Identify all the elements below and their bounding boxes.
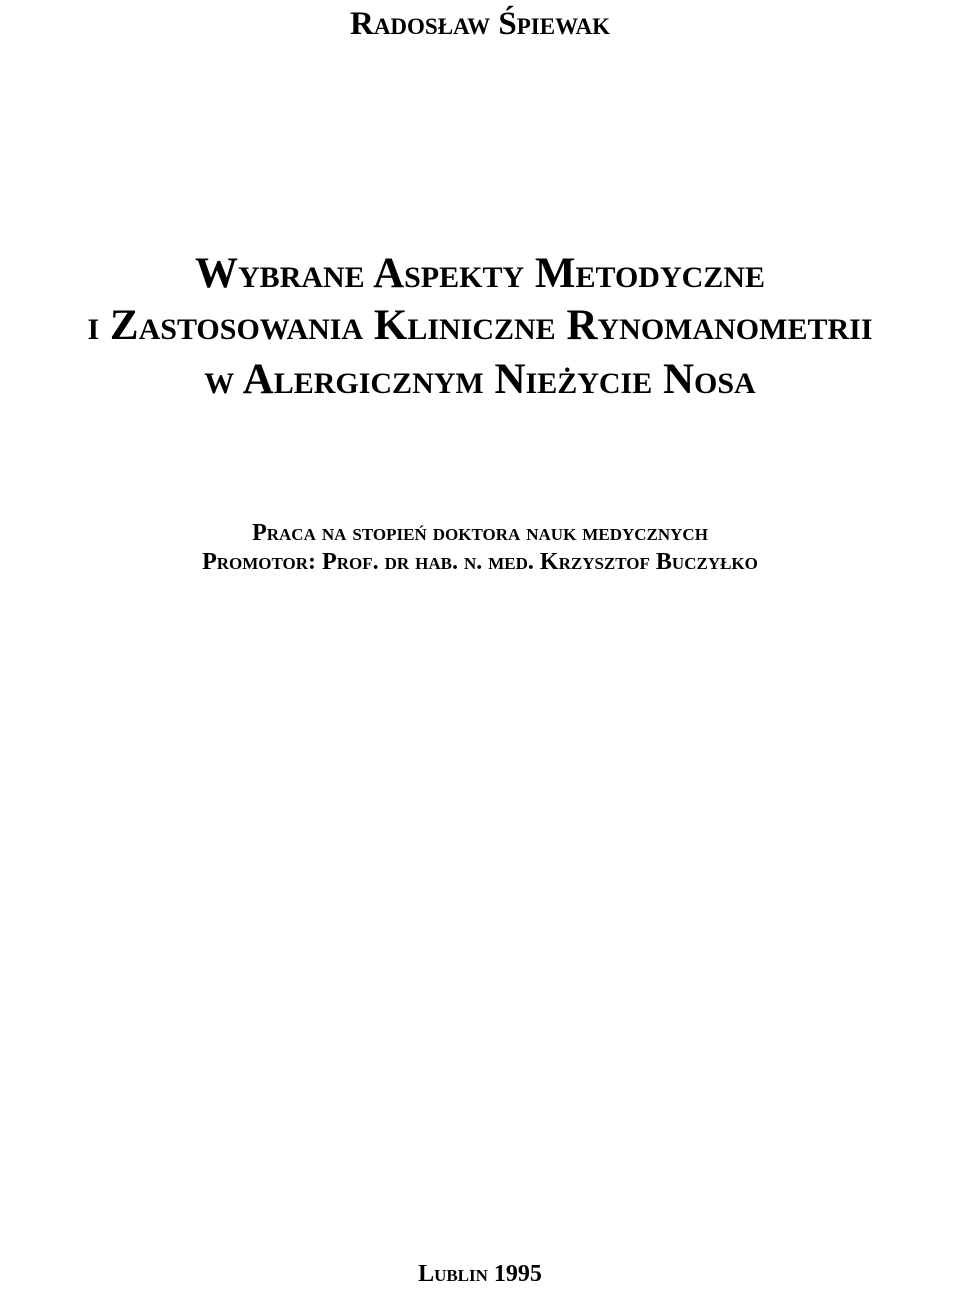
author-name: Radosław Śpiewak: [349, 6, 611, 42]
place-and-year: Lublin 1995: [418, 1261, 542, 1287]
title-line-2: i Zastosowania Kliniczne Rynomanometrii: [87, 302, 873, 349]
title-line-1: Wybrane Aspekty Metodyczne: [195, 250, 765, 297]
degree-statement: Praca na stopień doktora nauk medycznych: [252, 520, 708, 546]
promoter-statement: Promotor: Prof. dr hab. n. med. Krzysztof Buczyłko: [202, 549, 758, 575]
title-line-3: w Alergicznym Nieżycie Nosa: [204, 356, 756, 403]
